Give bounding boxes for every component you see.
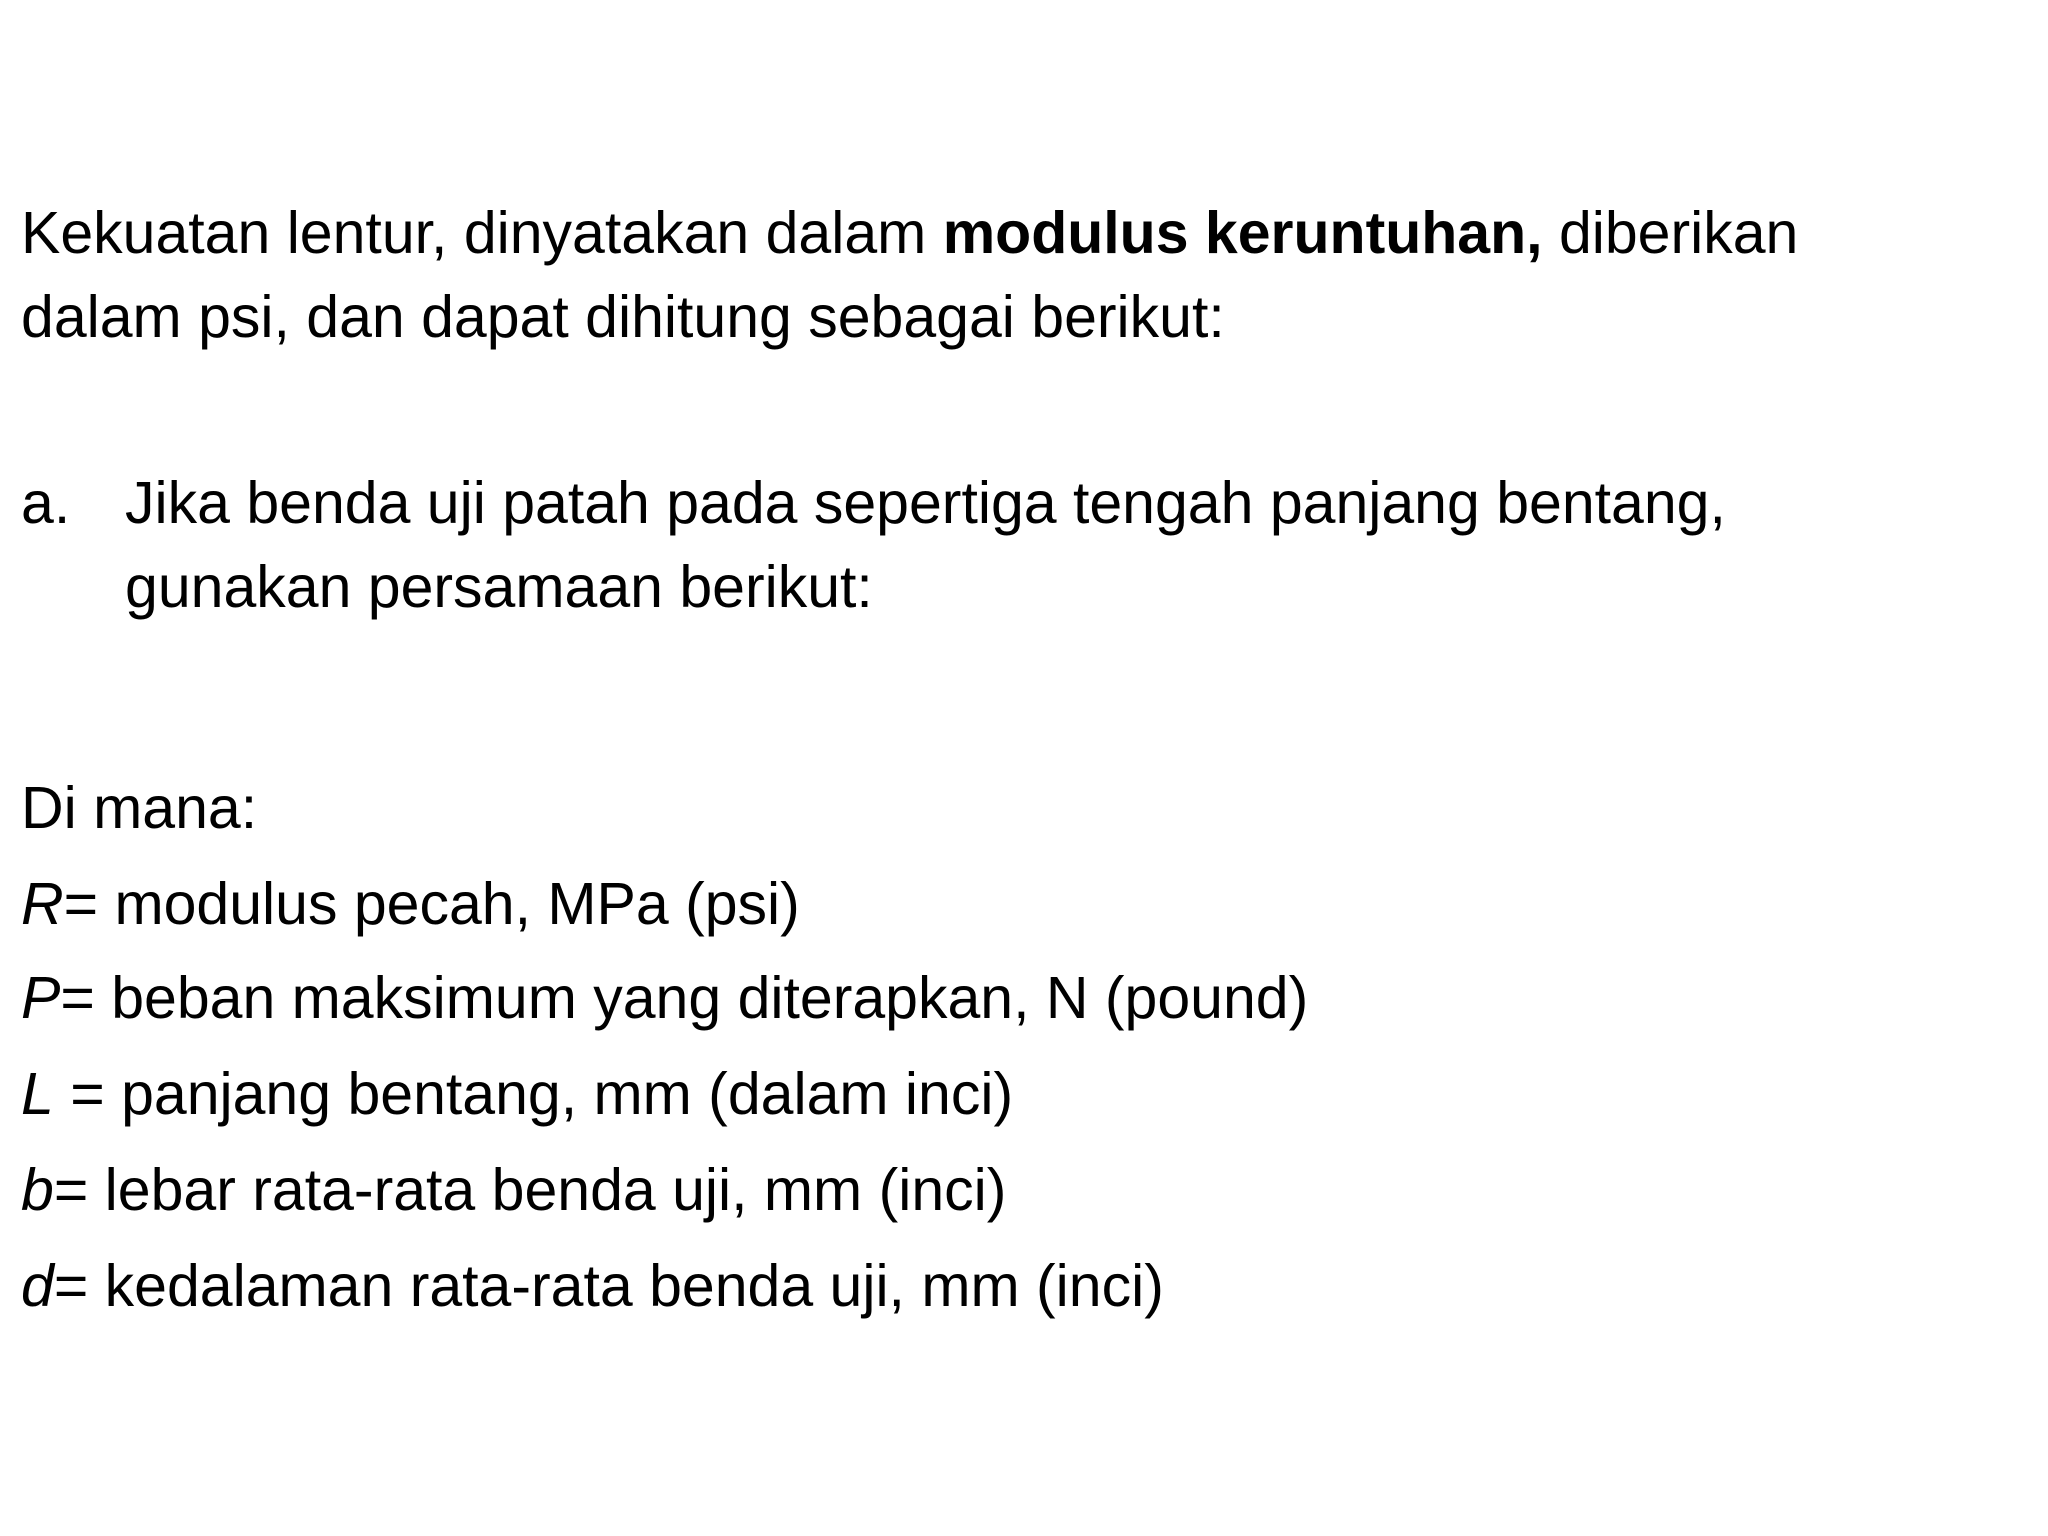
definition-row: [21, 1148, 1006, 1232]
definition-text: = kedalaman rata-rata benda uji, mm (inci): [53, 1253, 1164, 1319]
variable-symbol: L: [21, 1061, 54, 1127]
list-item-a-line-2: gunakan persamaan berikut:: [125, 554, 873, 620]
list-item-a-text: [125, 461, 1726, 629]
intro-paragraph: [21, 191, 1798, 359]
definition-row: [21, 956, 1308, 1040]
definition-text: = beban maksimum yang diterapkan, N (pound): [60, 965, 1309, 1031]
variable-symbol: b: [21, 1157, 54, 1223]
variable-symbol: R: [21, 871, 64, 937]
list-item-a-line-1: Jika benda uji patah pada sepertiga tengah panjang bentang,: [125, 470, 1726, 536]
intro-text-end: diberikan: [1542, 200, 1799, 266]
definition-row: [21, 862, 800, 946]
definition-text: = lebar rata-rata benda uji, mm (inci): [53, 1157, 1007, 1223]
variable-symbol: P: [21, 965, 61, 1031]
intro-bold-term: modulus keruntuhan,: [942, 200, 1543, 266]
definition-row: [21, 1244, 1164, 1328]
definition-text: = panjang bentang, mm (dalam inci): [53, 1061, 1014, 1127]
variable-symbol: d: [21, 1253, 54, 1319]
list-marker-a: a.: [21, 470, 71, 536]
intro-line-2: dalam psi, dan dapat dihitung sebagai berikut:: [21, 284, 1225, 350]
definition-text: = modulus pecah, MPa (psi): [63, 871, 800, 937]
where-label: Di mana:: [21, 775, 258, 841]
intro-text-start: Kekuatan lentur, dinyatakan dalam: [21, 200, 943, 266]
definition-row: [21, 1052, 1013, 1136]
